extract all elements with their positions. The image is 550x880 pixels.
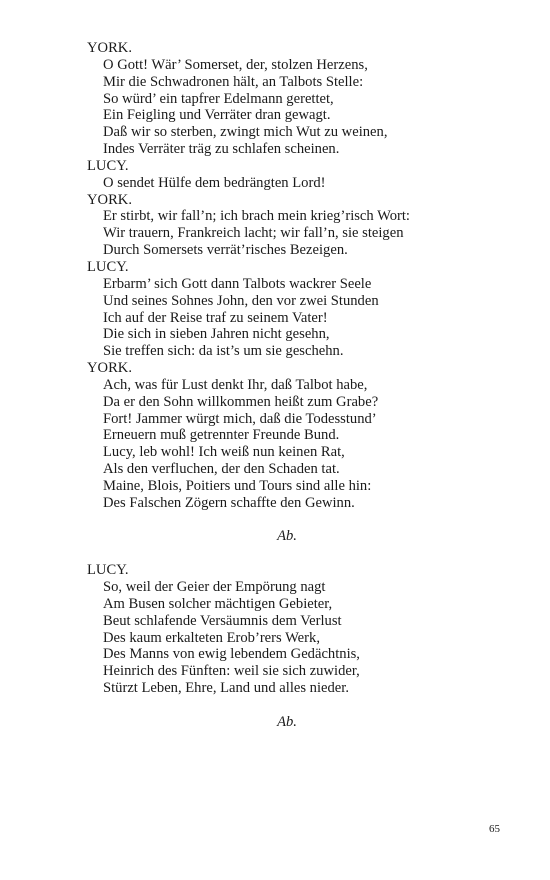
verse-line: Und seines Sohnes John, den vor zwei Stunden [103, 292, 379, 309]
verse-line: Maine, Blois, Poitiers und Tours sind alle hin: [103, 477, 372, 494]
verse-line: Da er den Sohn willkommen heißt zum Grabe? [103, 393, 379, 410]
page-number: 65 [489, 823, 500, 835]
play-text [87, 40, 507, 731]
verse-line: Am Busen solcher mächtigen Gebieter, [103, 595, 333, 612]
verse-line: Fort! Jammer würgt mich, daß die Todesstund’ [103, 410, 377, 427]
verse-line: Ich auf der Reise traf zu seinem Vater! [103, 309, 328, 326]
verse-line: Des Falschen Zögern schaffte den Gewinn. [103, 494, 355, 511]
verse-line: Erneuern muß getrennter Freunde Bund. [103, 427, 340, 444]
verse-line: Lucy, leb wohl! Ich weiß nun keinen Rat, [103, 444, 345, 461]
verse-line: So, weil der Geier der Empörung nagt [103, 579, 326, 595]
verse-line: Als den verfluchen, der den Schaden tat. [103, 461, 340, 478]
verse-line: Sie treffen sich: da ist’s um sie geschehn. [103, 343, 344, 360]
verse-line: Heinrich des Fünften: weil sie sich zuwider, [103, 663, 360, 680]
blank-line [87, 512, 507, 529]
verse-line: Daß wir so sterben, zwingt mich Wut zu weinen, [103, 124, 388, 141]
verse-line: Mir die Schwadronen hält, an Talbots Stelle: [103, 73, 364, 90]
verse-line: Erbarm’ sich Gott dann Talbots wackrer Seele [103, 275, 372, 292]
speaker-name: YORK. [87, 191, 132, 208]
speaker-name: LUCY. [87, 157, 129, 174]
speaker-name: YORK. [87, 360, 132, 377]
speaker-name: LUCY. [87, 562, 129, 579]
verse-line: Beut schlafende Versäumnis dem Verlust [103, 612, 342, 629]
verse-line: So würd’ ein tapfrer Edelmann gerettet, [103, 90, 334, 107]
verse-line: Die sich in sieben Jahren nicht gesehn, [103, 326, 330, 343]
speaker-name: YORK. [87, 40, 132, 56]
verse-line: O sendet Hülfe dem bedrängten Lord! [103, 174, 326, 191]
verse-line: Durch Somersets verrät’risches Bezeigen. [103, 242, 348, 259]
blank-line [87, 697, 507, 714]
verse-line: O Gott! Wär’ Somerset, der, stolzen Herzens, [103, 56, 368, 73]
speaker-name: LUCY. [87, 258, 129, 275]
verse-line: Ach, was für Lust denkt Ihr, daß Talbot habe, [103, 376, 368, 393]
blank-line [87, 545, 507, 562]
stage-direction: Ab. [277, 528, 297, 545]
verse-line: Ein Feigling und Verräter dran gewagt. [103, 107, 331, 124]
verse-line: Des kaum erkalteten Erob’rers Werk, [103, 629, 320, 646]
verse-line: Wir trauern, Frankreich lacht; wir fall’n, sie steigen [103, 225, 404, 242]
verse-line: Er stirbt, wir fall’n; ich brach mein krieg’risch Wort: [103, 208, 410, 225]
verse-line: Indes Verräter träg zu schlafen scheinen. [103, 141, 340, 158]
verse-line: Stürzt Leben, Ehre, Land und alles nieder. [103, 680, 349, 697]
stage-direction: Ab. [277, 713, 297, 730]
verse-line: Des Manns von ewig lebendem Gedächtnis, [103, 646, 360, 663]
